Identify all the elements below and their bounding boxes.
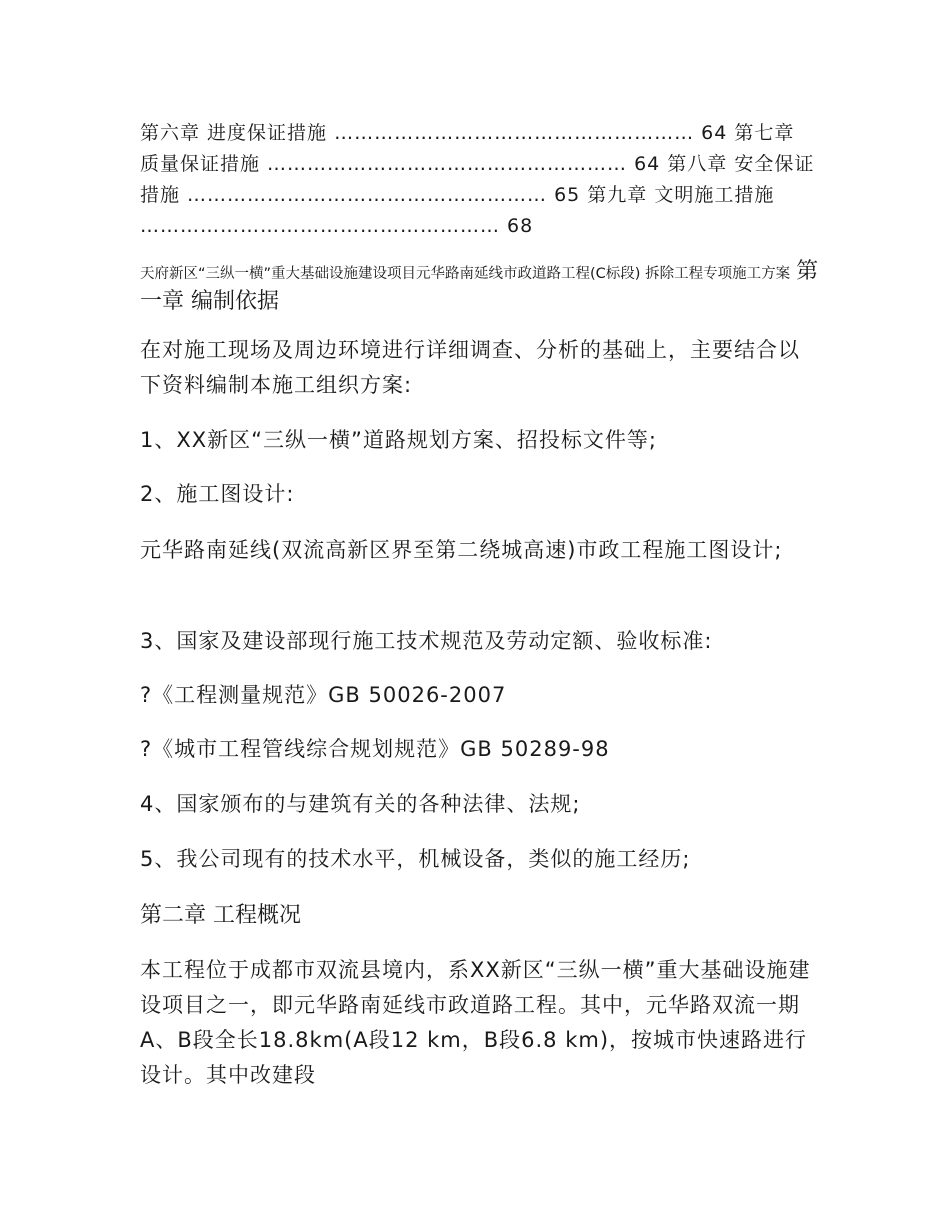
- overview-paragraph: 本工程位于成都市双流县境内，系XX新区“三纵一横”重大基础设施建设项目之一，即元华路南延线市政道路工程。其中，元华路双流一期A、B段全长18.8km(A段12 km，B段6.8 km)，按城市快速路进行设计。其中改建段: [140, 958, 811, 1087]
- running-title: 天府新区“三纵一横”重大基础设施建设项目元华路南延线市政道路工程(C标段) 拆除工程专项施工方案: [140, 266, 791, 282]
- list-item: 1、XX新区“三纵一横”道路规划方案、招投标文件等;: [140, 428, 657, 452]
- standard-item: ?《城市工程管线综合规划规范》GB 50289-98: [140, 737, 610, 761]
- list-item: 2、施工图设计:: [140, 482, 295, 506]
- standard-item: ?《工程测量规范》GB 50026-2007: [140, 683, 507, 707]
- list-item: 3、国家及建设部现行施工技术规范及劳动定额、验收标准:: [140, 629, 713, 653]
- running-header: [140, 258, 820, 318]
- chapter-heading: 第二章 工程概况: [140, 903, 301, 928]
- list-item: 4、国家颁布的与建筑有关的各种法律、法规;: [140, 792, 581, 816]
- list-item: 5、我公司现有的技术水平，机械设备，类似的施工经历;: [140, 847, 691, 871]
- chapter-heading: 第一章 编制依据: [140, 259, 819, 314]
- list-item-detail: 元华路南延线(双流高新区界至第二绕城高速)市政工程施工图设计;: [140, 538, 783, 562]
- intro-paragraph: 在对施工现场及周边环境进行详细调查、分析的基础上，主要结合以下资料编制本施工组织方案:: [140, 338, 800, 397]
- table-of-contents: 第六章 进度保证措施 ……………………………………………… 64 第七章 质量保证措施 ……………………………………………… 64 第八章 安全保证措施 ……………………………………………… 65 第九章 文明施工措施 ……………………………………………… 68: [140, 122, 815, 237]
